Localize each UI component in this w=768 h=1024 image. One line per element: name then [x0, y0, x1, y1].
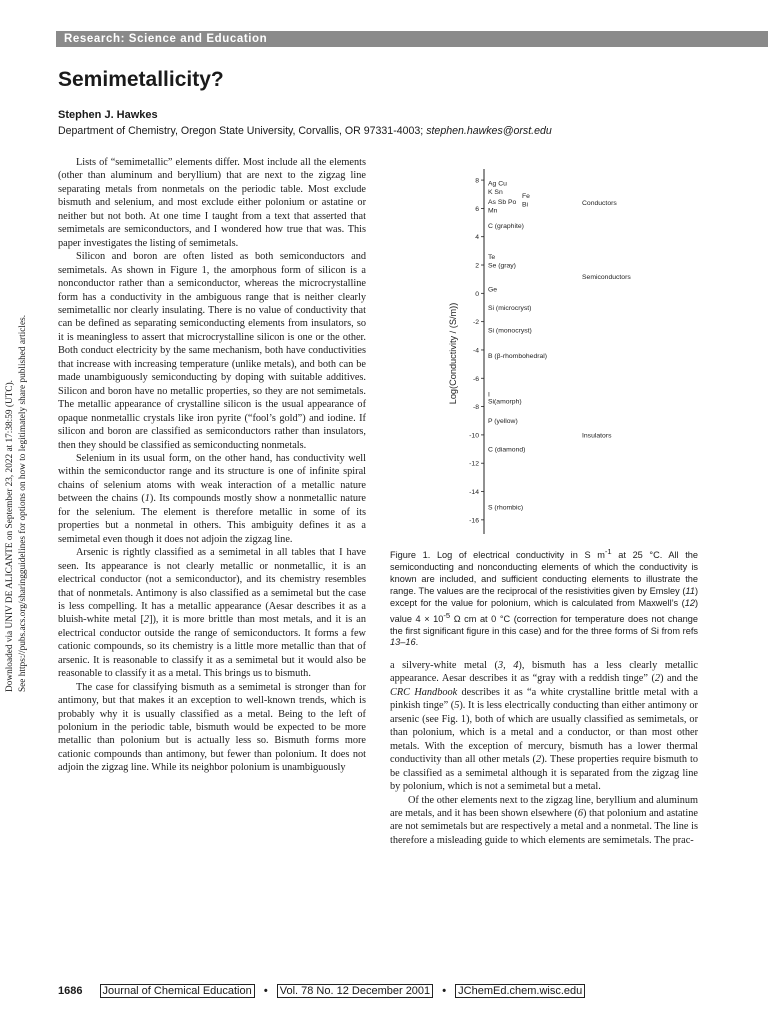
data-label: S (rhombic): [488, 504, 524, 512]
y-tick-label: -4: [472, 347, 479, 355]
data-label: Si (monocryst): [488, 327, 532, 335]
y-tick-label: -12: [469, 460, 479, 468]
affiliation-text: Department of Chemistry, Oregon State University, Corvallis, OR 97331-4003;: [58, 125, 427, 137]
region-label: Semiconductors: [582, 273, 631, 281]
article-title: Semimetallicity?: [58, 68, 224, 91]
figure-caption: Figure 1. Log of electrical conductivity in S $m^{-1}$ at 25 °C. All the semiconducting and nonconducting elements of which the conductivity is known are included, and sufficient conducting elements to illustrate the range. The values are the reciprocal of the resistivities given by Emsley (11) except for the value for polonium, which is calculated from Maxwell’s (12) value $4 \times 10^{-5}$ Ω cm at 0 °C (correction for temperature does not change the first significant figure in this case) and for the three forms of Si from refs 13–16.: [390, 547, 698, 648]
y-tick-label: -6: [472, 375, 479, 383]
region-label: Conductors: [582, 200, 617, 208]
download-notice: [4, 312, 30, 692]
data-label: As Sb Po: [488, 198, 517, 206]
paragraph: Arsenic is rightly classified as a semimetal in all tables that I have seen. Its appearance is not clearly metallic or nonmetallic, it is an electrical conductor (not a semiconductor), and its chemistry resembles that of nonmetals. Antimony is also classified as a semimetal but the case is less compelling. It has a metallic appearance (Aesar describes it as a bluish-white metal [2]), it is more brittle than most metals, and it is an electrical conductor outside the range of semiconductors. It forms a few cationic compounds, so its chemistry is a little more metallic than that of arsenic. It is reasonable to classify it as a semimetal but it would also be reasonable to classify it as a metal. This brings us to bismuth.: [58, 547, 366, 680]
chart-svg: [440, 160, 740, 540]
volume-link[interactable]: Vol. 78 No. 12 December 2001: [277, 984, 433, 998]
data-label: Se (gray): [488, 262, 516, 270]
author-name: Stephen J. Hawkes: [58, 109, 158, 121]
y-tick-label: 6: [475, 205, 479, 213]
download-notice-line1: Downloaded via UNIV DE ALICANTE on September 23, 2022 at 17:38:59 (UTC).: [5, 380, 15, 692]
y-tick-label: -14: [469, 489, 479, 497]
data-label: Te: [488, 254, 496, 262]
paragraph: a silvery-white metal (3, 4), bismuth has a less clearly metallic appearance. Aesar describes it as “gray with a reddish tinge” (2) and the CRC Handbook describes it as “a white crystalline brittle metal with a pinkish tinge” (5). It is less electrically conducting than either antimony or arsenic (see Fig. 1), both of which are usually classified as semimetals, or than polonium, which is a metal and a conductor, or than most other metals. With the exception of mercury, bismuth has a lower thermal conductivity than all other metals (2). These properties require bismuth to be classified as a semimetal although it is separated from the zigzag line by polonium, which is not a semimetal but a metal.: [390, 660, 699, 793]
journal-link[interactable]: Journal of Chemical Education: [100, 984, 255, 998]
data-label: Fe: [522, 193, 530, 201]
section-label: Research: Science and Education: [64, 33, 268, 45]
reference: 1: [144, 493, 150, 505]
y-tick-label: 4: [475, 234, 479, 242]
data-label: B (β-rhombohedral): [488, 353, 548, 361]
page-number: 1686: [58, 985, 83, 997]
footer-separator: •: [263, 985, 268, 997]
data-label: Ag Cu: [488, 180, 507, 188]
y-axis-label: Log(Conductivity / (S/m)): [448, 302, 458, 405]
y-tick-label: -16: [469, 517, 479, 525]
reference: 2: [143, 614, 150, 626]
paragraph: The case for classifying bismuth as a semimetal is stronger than for antimony, but that makes it an exception to well-known trends, which is probably why it is usually classified as a metal. Being to the left of polonium in the periodic table, bismuth would be expected to be more metallic than polonium but is actually less so. Bismuth forms more cationic compounds than antimony, but fewer than polonium. It does not adjoin the zigzag line. While its neighbor polonium is unambiguously: [58, 681, 366, 774]
paragraph: Lists of “semimetallic” elements differ. Most include all the elements (other than aluminum and beryllium) that are next to the zigzag line separating metals from nonmetals on the periodic table. Most exclude bismuth and selenium, and most exclude either polonium or astatine or neither but not both. At one time I taught from a text that asserted that semimetals are semiconductors, and I wondered how true that was. This paper investigates the listing of semimetals.: [58, 157, 366, 249]
region-label: Insulators: [582, 432, 612, 440]
author-email[interactable]: stephen.hawkes@orst.edu: [426, 125, 552, 137]
data-label: C (diamond): [488, 446, 526, 454]
author-affiliation: [58, 125, 552, 137]
data-label: Bi: [522, 201, 529, 209]
y-tick-label: -2: [472, 319, 479, 327]
data-label: Si(amorph): [488, 398, 522, 406]
y-tick-label: 2: [475, 262, 479, 270]
footer-separator: •: [442, 985, 447, 997]
left-column: [58, 156, 366, 775]
data-label: P (yellow): [488, 418, 518, 426]
page-footer: [58, 985, 585, 997]
data-label: I: [488, 391, 490, 399]
website-link[interactable]: JChemEd.chem.wisc.edu: [455, 984, 585, 998]
paragraph: Selenium in its usual form, on the other hand, has conductivity well within the semiconductor range and its structure is one of infinite spiral chains of selenium atoms with weak interaction of a metallic nature between the chains (1). Its compounds mostly show a nonmetallic nature for the selenium. The element is therefore metallic in some of its properties but a nonmetal in others. This ambiguity defines it as a semimetal even though it does not adjoin the zigzag line.: [58, 452, 366, 545]
y-tick-label: -10: [469, 432, 479, 440]
data-label: C (graphite): [488, 222, 524, 230]
paragraph: Silicon and boron are often listed as both semiconductors and semimetals. As shown in Figure 1, the amorphous form of silicon is a nonconductor rather than a semiconductor, whereas the microcrystalline form has a conductivity in the ambiguous range that is neither clearly semimetallic nor clearly insulating. There is no value of conductivity that can be defined as separating semiconducting elements from insulators, so it is meaningless to assert that microcrystalline silicon is one or the other. Both conduct electricity by the same mechanism, both have conductivities that increase with increasing temperature (unlike metals), and both can be made unambiguously semiconducting by doping with suitable additives. Silicon and boron have no metallic properties, so they are not semimetals. The metallic appearance of crystalline silicon is the usual appearance of opaque nonmetallic crystals like iron pyrite (“fool’s gold”) and iodine. If silicon and boron are classified as semiconductors rather than insulators, then they should be classified as semiconducting nonmetals.: [58, 251, 366, 451]
figure-1-chart: [440, 160, 740, 540]
y-tick-label: 0: [475, 290, 479, 298]
download-notice-line2[interactable]: See https://pubs.acs.org/sharingguidelines for options on how to legitimately share published articles.: [18, 314, 28, 692]
data-label: Ge: [488, 286, 498, 294]
y-tick-label: -8: [472, 404, 479, 412]
y-tick-label: 8: [475, 177, 479, 185]
data-label: Si (microcryst): [488, 304, 532, 312]
right-column: [390, 659, 698, 847]
section-banner: [56, 31, 768, 47]
paragraph: Of the other elements next to the zigzag line, beryllium and aluminum are metals, and it has been shown elsewhere (6) that polonium and astatine are not semimetals but are respectively a metal and a nonmetal. The line is therefore a misleading guide to which elements are semimetals. The prac-: [390, 794, 698, 846]
data-label: Mn: [488, 207, 498, 215]
data-label: K Sn: [488, 188, 503, 196]
